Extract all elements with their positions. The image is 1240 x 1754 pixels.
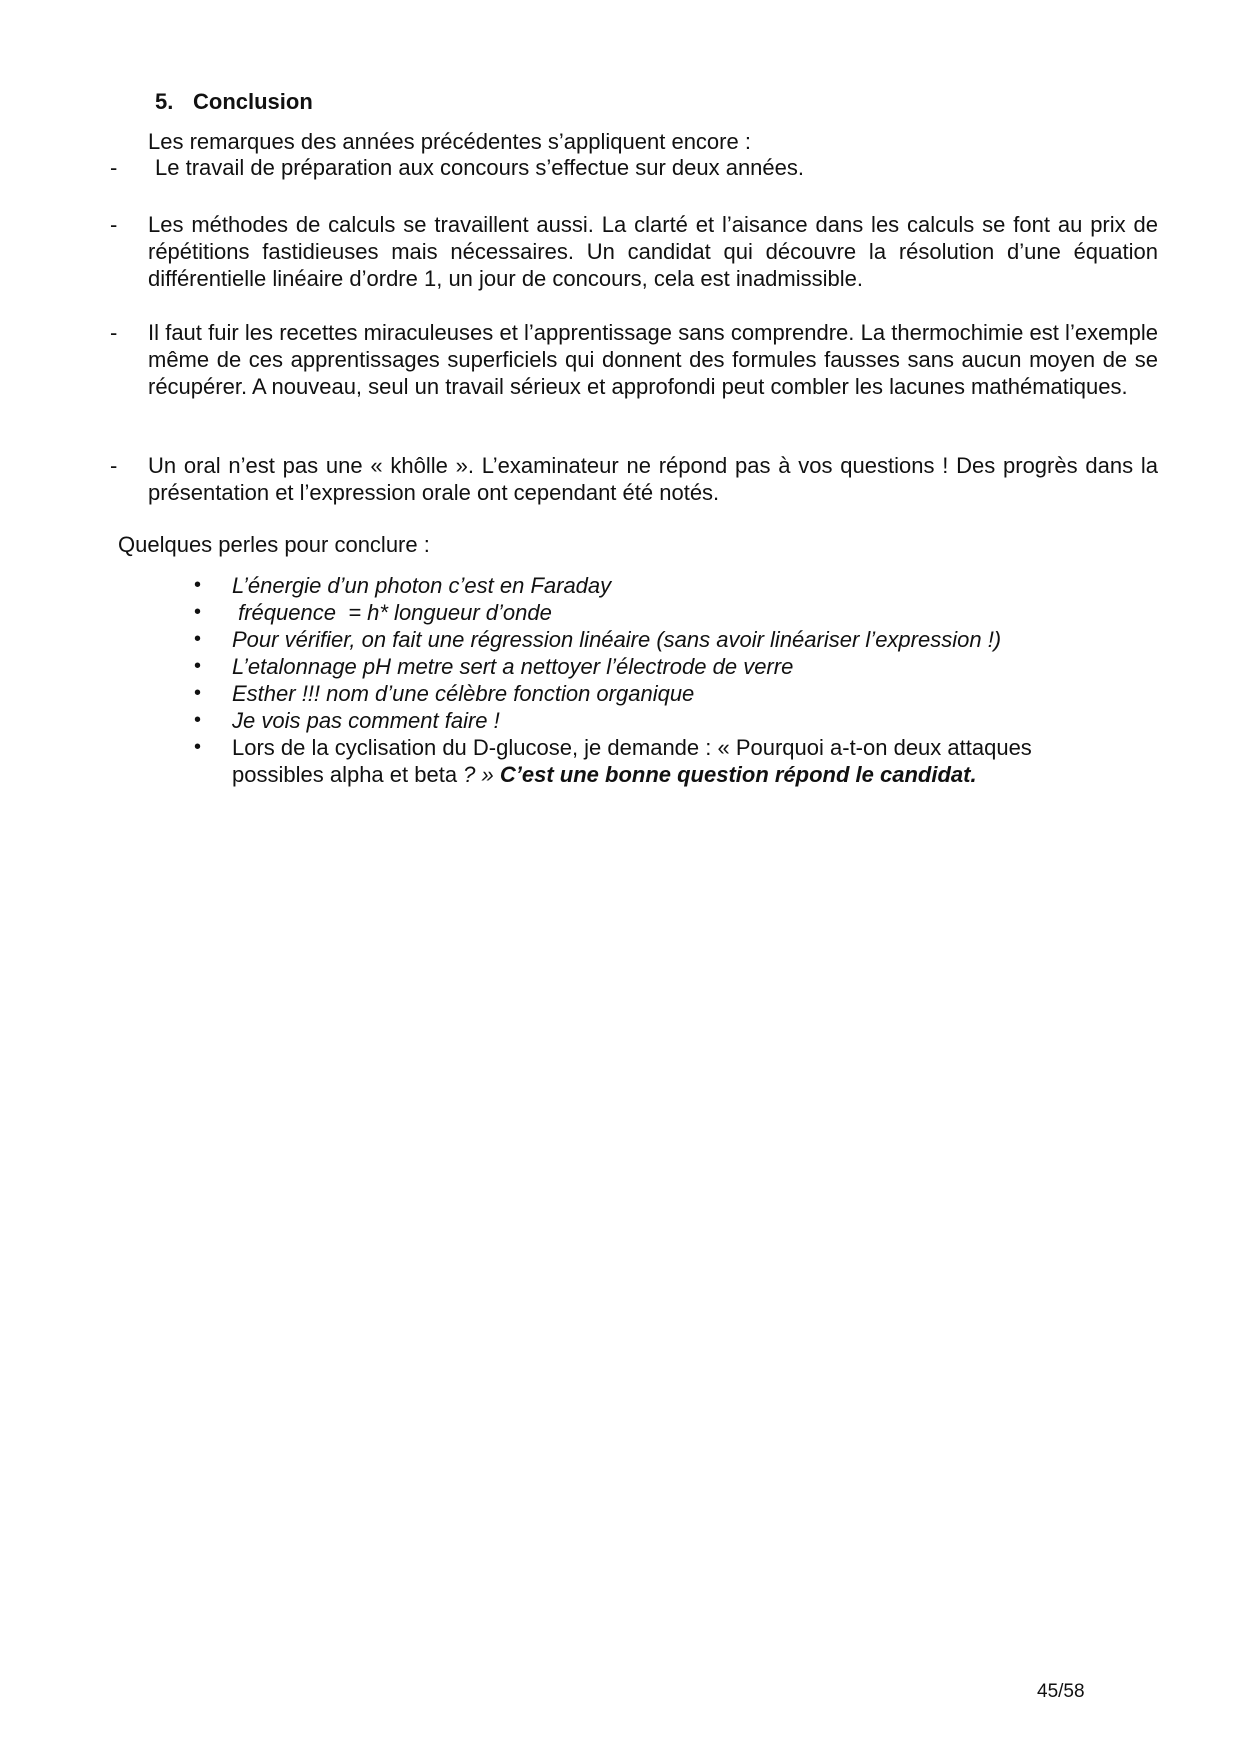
remark-item xyxy=(110,154,1158,181)
bullet-marker: • xyxy=(194,574,202,596)
pearl-text: fréquence = h* longueur d’onde xyxy=(232,600,552,625)
pearl-text: Je vois pas comment faire ! xyxy=(232,708,500,733)
intro-paragraph: Les remarques des années précédentes s’appliquent encore : xyxy=(148,129,751,154)
bullet-marker: • xyxy=(194,601,202,623)
pearls-intro: Quelques perles pour conclure : xyxy=(118,532,430,557)
section-title: Conclusion xyxy=(193,89,313,114)
pearl-text: L’énergie d’un photon c’est en Faraday xyxy=(232,573,612,598)
list-item xyxy=(185,680,1085,707)
remark-text: Il faut fuir les recettes miraculeuses et l’apprentissage sans comprendre. La thermochimie est l’exemple même de ces apprentissages superficiels qui donnent des formules fausses sans aucun moyen de se récupérer. A nouveau, seul un travail sérieux et approfondi peut combler les lacunes mathématiques. xyxy=(148,320,1158,399)
list-item xyxy=(185,626,1085,653)
list-item xyxy=(185,599,1085,626)
pearl-text: L’etalonnage pH metre sert a nettoyer l’électrode de verre xyxy=(232,654,794,679)
remark-item xyxy=(110,319,1158,400)
remark-item xyxy=(110,452,1158,506)
dash-marker: - xyxy=(110,212,118,237)
section-number: 5. xyxy=(155,89,174,114)
list-item xyxy=(185,653,1085,680)
pearl-text-italic: ? » xyxy=(457,762,500,787)
bullet-marker: • xyxy=(194,736,202,758)
dash-marker: - xyxy=(110,320,118,345)
pearl-text: Lors de la cyclisation du D-glucose, je demande : « Pourquoi a-t-on deux attaques possibles alpha et beta xyxy=(232,735,1032,787)
bullet-marker: • xyxy=(194,655,202,677)
remark-text: Le travail de préparation aux concours s’effectue sur deux années. xyxy=(155,155,804,180)
dash-marker: - xyxy=(110,155,118,180)
list-item xyxy=(185,734,1085,788)
bullet-marker: • xyxy=(194,628,202,650)
remark-text: Un oral n’est pas une « khôlle ». L’examinateur ne répond pas à vos questions ! Des progrès dans la présentation et l’expression orale ont cependant été notés. xyxy=(148,453,1158,505)
list-item xyxy=(185,572,1085,599)
remark-item xyxy=(110,211,1158,292)
list-item xyxy=(185,707,1085,734)
bullet-marker: • xyxy=(194,709,202,731)
section-heading xyxy=(155,88,313,115)
dash-marker: - xyxy=(110,453,118,478)
pearls-list xyxy=(185,572,1085,788)
pearl-text: Esther !!! nom d’une célèbre fonction organique xyxy=(232,681,695,706)
remark-text: Les méthodes de calculs se travaillent aussi. La clarté et l’aisance dans les calculs se font au prix de répétitions fastidieuses mais nécessaires. Un candidat qui découvre la résolution d’une équation différentielle linéaire d’ordre 1, un jour de concours, cela est inadmissible. xyxy=(148,212,1158,291)
pearl-text: Pour vérifier, on fait une régression linéaire (sans avoir linéariser l’expression !) xyxy=(232,627,1002,652)
pearl-text-bold: C’est une bonne question répond le candidat. xyxy=(499,762,977,787)
page-number: 45/58 xyxy=(1037,1681,1085,1702)
bullet-marker: • xyxy=(194,682,202,704)
